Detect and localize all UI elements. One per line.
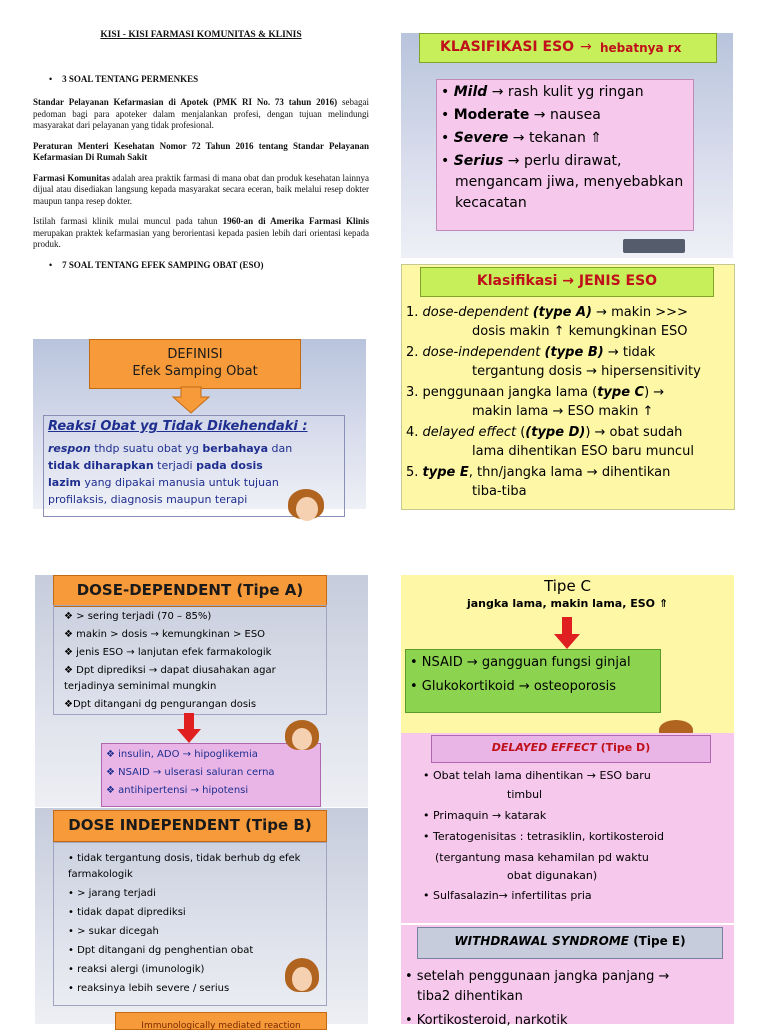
tipe-b-list: • tidak tergantung dosis, tidak berhub dg efek farmakologik • > jarang terjadi • tidak dapat diprediksi • > sukar dicegah • Dpt ditangani dg penghentian obat • reaksi alergi (imunologik) • reaksinya lebih severe / serius	[53, 842, 327, 1006]
jenis-eso-row-2: 2. dose-independent (type B) → tidak	[406, 345, 656, 360]
definisi-subtitle: Reaksi Obat yg Tidak Dikehendaki :	[48, 419, 308, 434]
slide-tipe-b	[35, 808, 368, 1031]
jenis-eso-row-1: 1. dose-dependent (type A) → makin >>>	[406, 305, 688, 320]
arrow-down-icon	[177, 713, 201, 743]
slide-tipe-a	[35, 575, 368, 807]
document-title: KISI - KISI FARMASI KOMUNITAS & KLINIS	[100, 30, 302, 40]
slide-jenis-eso: Klasifikasi → JENIS ESO 1. dose-dependent (type A) → makin >>> dosis makin ↑ kemungkinan ESO 2. dose-independent (type B) → tidak tergantung dosis → hipersensitivity 3. penggunaan jangka lama (type C) → makin lama → ESO makin ↑ 4. delayed effect ((type D)) → obat sudah lama dihentikan ESO baru muncul 5. type E, thn/jangka lama → dihentikan tiba-tiba	[401, 264, 735, 510]
tipe-b-footer: Immunologically mediated reaction	[115, 1012, 327, 1030]
slide-tipe-c	[401, 575, 734, 733]
tipe-a-examples: ❖ insulin, ADO → hipoglikemia ❖ NSAID → ulserasi saluran cerna ❖ antihipertensi → hipotensi	[101, 743, 321, 807]
definisi-line-2: tidak diharapkan terjadi pada dosis	[48, 459, 263, 472]
tipe-d-header: DELAYED EFFECT (Tipe D)	[431, 735, 711, 763]
tipe-a-list: ❖ > sering terjadi (70 – 85%) ❖ makin > dosis → kemungkinan > ESO ❖ jenis ESO → lanjutan efek farmakologik ❖ Dpt diprediksi → dapat diusahakan agar terjadinya seminimal mungkin ❖Dpt ditangani dg pengurangan dosis	[53, 605, 327, 715]
klasifikasi-header: KLASIFIKASI ESO → hebatnya rx	[419, 33, 717, 63]
slide-definisi	[33, 339, 366, 509]
tipe-c-box: • NSAID → gangguan fungsi ginjal • Glukokortikoid → osteoporosis	[405, 649, 661, 713]
klasifikasi-list: • Mild → rash kulit yg ringan • Moderate → nausea • Severe → tekanan ⇑ • Serius → perlu dirawat, mengancam jiwa, menyebabkan kecacatan	[436, 79, 694, 231]
document-text	[33, 30, 369, 283]
tipe-b-header: DOSE INDEPENDENT (Tipe B)	[53, 810, 327, 842]
paragraph-farmasi-komunitas: Farmasi Komunitas adalah area praktik farmasi di mana obat dan produk kesehatan lainnya dijual atau disediakan langsung kepada masyarakat secara eceran, baik melalui resep dokter maupun tanpa resep dokter.	[33, 172, 369, 206]
jenis-eso-row-4: 4. delayed effect ((type D)) → obat sudah	[406, 425, 683, 440]
definisi-line-3: lazim yang dipakai manusia untuk tujuan	[48, 476, 279, 489]
paragraph-pmk72: Peraturan Menteri Kesehatan Nomor 72 Tahun 2016 tentang Standar Pelayanan Kefarmasian Di Rumah Sakit	[33, 140, 369, 162]
arrow-down-icon	[554, 617, 580, 649]
definisi-line-1: respon thdp suatu obat yg berbahaya dan	[48, 442, 293, 455]
paragraph-pmk73: Standar Pelayanan Kefarmasian di Apotek (PMK RI No. 73 tahun 2016) sebagai pedoman bagi para apoteker dalam menjalankan profesi, dengan tujuan melindungi masyarakat dari pelayanan yang tidak profesional.	[33, 97, 369, 130]
bullet-eso: • 7 SOAL TENTANG EFEK SAMPING OBAT (ESO)	[49, 260, 369, 272]
slide-tipe-e: WITHDRAWAL SYNDROME (Tipe E) • setelah penggunaan jangka panjang → tiba2 dihentikan • Kortikosteroid, narkotik	[401, 925, 734, 1024]
slide-tipe-d: DELAYED EFFECT (Tipe D) • Obat telah lama dihentikan → ESO baru timbul • Primaquin → katarak • Teratogenisitas : tetrasiklin, kortikosteroid (tergantung masa kehamilan pd waktu obat digunakan) • Sulfasalazin→ infertilitas pria	[401, 733, 734, 923]
definisi-line-4: profilaksis, diagnosis maupun terapi	[48, 493, 248, 506]
bullet-permenkes: • 3 SOAL TENTANG PERMENKES	[49, 74, 369, 86]
arrow-down-icon	[171, 387, 211, 413]
slide-klasifikasi-eso	[401, 33, 733, 258]
tipe-c-header: Tipe C jangka lama, makin lama, ESO ⇑	[401, 575, 734, 617]
tipe-e-header: WITHDRAWAL SYNDROME (Tipe E)	[417, 927, 723, 959]
jenis-eso-row-5: 5. type E, thn/jangka lama → dihentikan	[406, 465, 671, 480]
laptop-illustration	[623, 239, 685, 253]
jenis-eso-row-3: 3. penggunaan jangka lama (type C) →	[406, 385, 665, 400]
tipe-a-header: DOSE-DEPENDENT (Tipe A)	[53, 575, 327, 607]
paragraph-farmasi-klinis: Istilah farmasi klinik mulai muncul pada tahun 1960-an di Amerika Farmasi Klinis merupakan praktek kefarmasian yang berorientasi kepada pasien lebih dari orientasi kepada produk.	[33, 216, 370, 249]
jenis-eso-header: Klasifikasi → JENIS ESO	[420, 267, 714, 297]
definisi-header: DEFINISI Efek Samping Obat	[89, 339, 301, 389]
